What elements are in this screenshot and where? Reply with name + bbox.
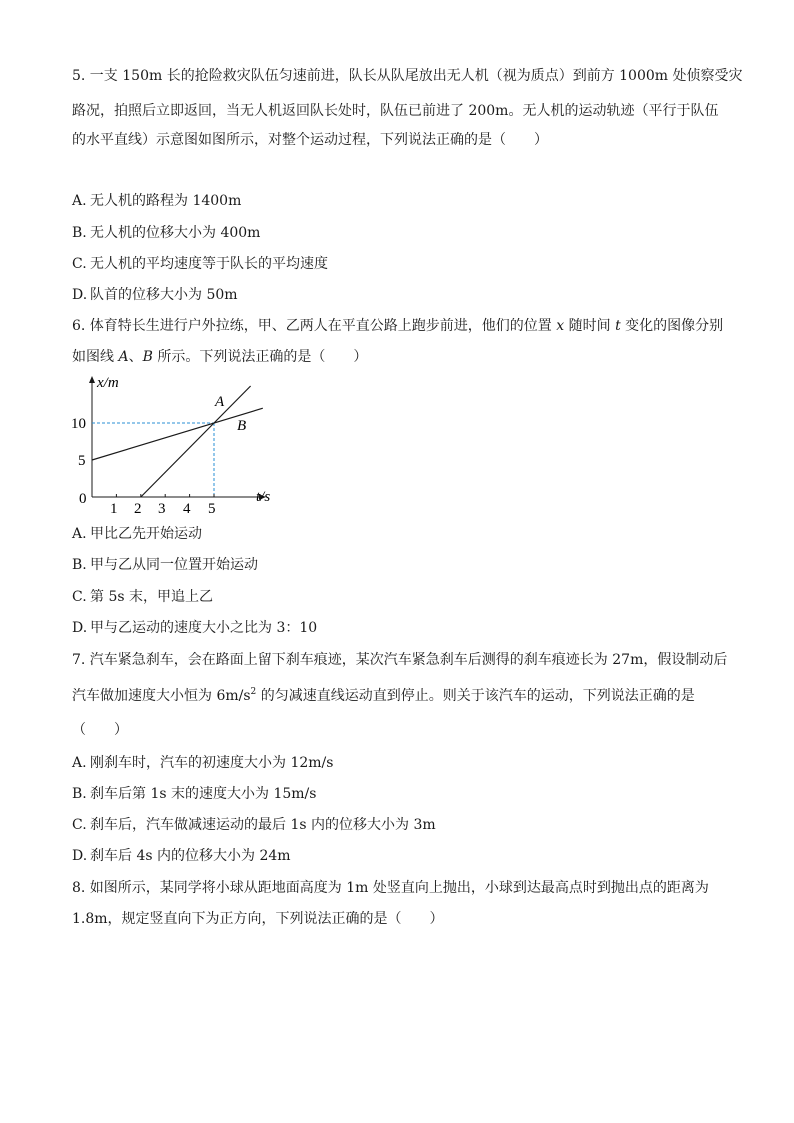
- q6-option-c: [72, 587, 213, 607]
- q6-option-a: [72, 524, 202, 544]
- option-text: 无人机的平均速度等于队长的平均速度: [90, 256, 328, 272]
- q7-stem-text: 汽车做加速度大小恒为 6m/s: [72, 688, 251, 704]
- q7-option-d: [72, 846, 291, 866]
- q6-line-a-ref: A: [118, 349, 129, 365]
- x-tick-1: 1: [110, 501, 118, 517]
- option-letter: D.: [72, 287, 88, 303]
- q7-stem-line-1: 7. 汽车紧急刹车，会在路面上留下刹车痕迹，某次汽车紧急刹车后测得的刹车痕迹长为 27m，假设制动后: [72, 652, 728, 668]
- q6-stem-text: 6. 体育特长生进行户外拉练，甲、乙两人在平直公路上跑步前进，他们的位置: [72, 318, 557, 334]
- q6-stem-text: 所示。下列说法正确的是（ ）: [152, 349, 368, 365]
- option-text: 甲比乙先开始运动: [90, 526, 202, 542]
- series-line-b: [92, 408, 263, 460]
- x-axis-label: t/s: [256, 489, 271, 505]
- option-letter: A.: [72, 755, 87, 771]
- option-text: 刹车后 4s 内的位移大小为 24m: [90, 848, 291, 864]
- q6-var-t: t: [615, 318, 621, 334]
- q6-xt-graph: [60, 370, 280, 520]
- q5-option-a: [72, 191, 241, 211]
- option-text: 第 5s 末，甲追上乙: [90, 589, 213, 605]
- q6-option-d: [72, 618, 317, 638]
- q5-option-b: [72, 223, 260, 243]
- q7-option-c: [72, 815, 436, 835]
- option-text: 甲与乙从同一位置开始运动: [90, 557, 258, 573]
- q5-option-c: [72, 254, 328, 274]
- q6-option-b: [72, 555, 258, 575]
- q5-option-d: [72, 285, 238, 305]
- option-letter: A.: [72, 193, 87, 209]
- q6-line-b-ref: B: [142, 349, 153, 365]
- x-tick-5: 5: [208, 501, 216, 517]
- option-text: 无人机的位移大小为 400m: [90, 225, 261, 241]
- option-letter: C.: [72, 589, 87, 605]
- y-tick-5: 5: [78, 453, 86, 469]
- q5-stem-line-2: 路况，拍照后立即返回，当无人机返回队长处时，队伍已前进了 200m。无人机的运动轨迹（平行于队伍: [72, 103, 719, 119]
- q5-stem-line-1: 5. 一支 150m 长的抢险救灾队伍匀速前进，队长从队尾放出无人机（视为质点）到前方 1000m 处侦察受灾: [72, 68, 743, 84]
- option-letter: B.: [72, 786, 87, 802]
- option-letter: B.: [72, 225, 87, 241]
- q7-stem-line-2: [72, 686, 695, 706]
- q5-stem-line-3: 的水平直线）示意图如图所示，对整个运动过程，下列说法正确的是（ ）: [72, 132, 548, 148]
- x-tick-2: 2: [134, 501, 142, 517]
- option-letter: D.: [72, 620, 88, 636]
- q7-stem-line-3: （ ）: [72, 722, 128, 738]
- series-line-a: [141, 386, 251, 497]
- x-tick-4: 4: [183, 501, 191, 517]
- x-tick-3: 3: [158, 501, 166, 517]
- option-letter: B.: [72, 557, 87, 573]
- y-tick-10: 10: [71, 416, 86, 432]
- origin-label: 0: [79, 491, 87, 507]
- q6-stem-text: 如图线: [72, 349, 119, 365]
- q7-exponent: 2: [250, 687, 257, 697]
- q6-var-x: x: [556, 318, 565, 334]
- option-text: 队首的位移大小为 50m: [90, 287, 238, 303]
- q6-stem-text: 随时间: [564, 318, 616, 334]
- q8-stem-line-1: 8. 如图所示，某同学将小球从距地面高度为 1m 处竖直向上抛出，小球到达最高点时到抛出点的距离为: [72, 880, 709, 896]
- option-letter: C.: [72, 256, 87, 272]
- option-text: 甲与乙运动的速度大小之比为 3：10: [90, 620, 318, 636]
- option-text: 刹车后第 1s 末的速度大小为 15m/s: [90, 786, 317, 802]
- q7-option-a: [72, 753, 333, 773]
- option-letter: D.: [72, 848, 88, 864]
- option-letter: C.: [72, 817, 87, 833]
- q8-stem-line-2: 1.8m，规定竖直向下为正方向，下列说法正确的是（ ）: [72, 911, 444, 927]
- q6-stem-line-1: [72, 316, 723, 336]
- option-text: 无人机的路程为 1400m: [90, 193, 242, 209]
- y-axis-label: x/m: [97, 375, 119, 391]
- option-text: 刹车后，汽车做减速运动的最后 1s 内的位移大小为 3m: [90, 817, 436, 833]
- q6-stem-text: 、: [128, 349, 143, 365]
- q6-stem-line-2: [72, 347, 367, 367]
- q7-stem-text: 的匀减速直线运动直到停止。则关于该汽车的运动，下列说法正确的是: [256, 688, 695, 704]
- series-a-label: A: [215, 394, 225, 410]
- q7-option-b: [72, 784, 316, 804]
- q6-stem-text: 变化的图像分别: [620, 318, 724, 334]
- option-letter: A.: [72, 526, 87, 542]
- series-b-label: B: [237, 418, 247, 434]
- option-text: 刚刹车时，汽车的初速度大小为 12m/s: [90, 755, 334, 771]
